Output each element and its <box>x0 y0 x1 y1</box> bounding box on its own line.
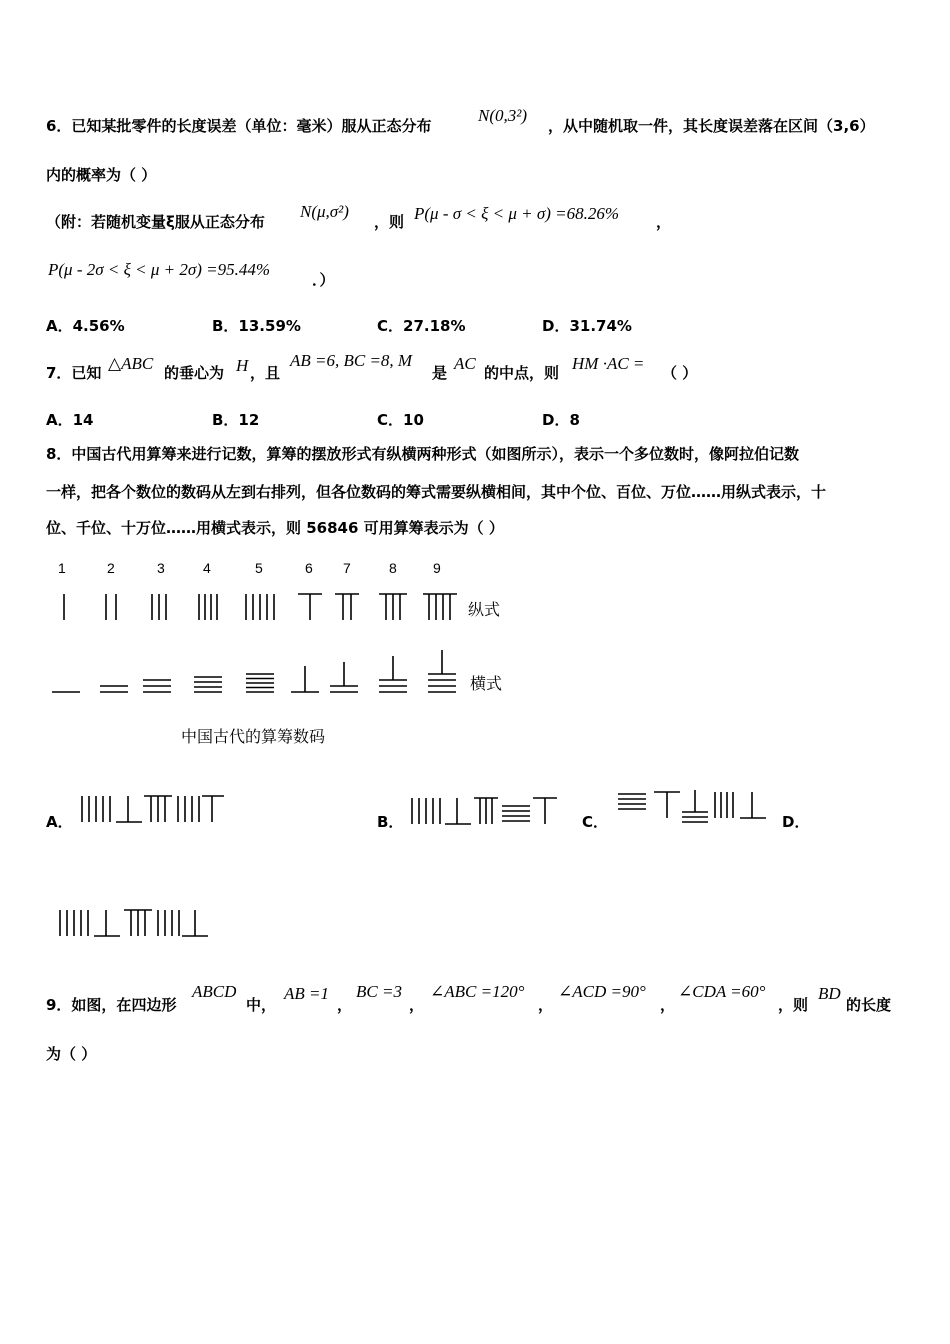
q6-note-part1: （附：若随机变量ξ服从正态分布 <box>46 213 265 231</box>
q9-bd-math: BD <box>818 984 841 1003</box>
q9-comma-4: ， <box>660 996 676 1014</box>
q9-ab-math: AB =1 <box>284 984 329 1003</box>
vertical-rod-8 <box>379 594 407 620</box>
q9-comma-3: ， <box>538 996 554 1014</box>
digit-label: 9 <box>433 560 441 576</box>
digit-label: 1 <box>58 560 66 576</box>
q7-option-c[interactable]: C．10 <box>377 411 424 429</box>
option-c-rod-figure <box>618 790 766 822</box>
q9-stem-part2: 中， <box>246 996 277 1014</box>
horizontal-rod-3 <box>143 680 171 692</box>
q8-stem-line3: 位、千位、十万位……用横式表示，则 56846 可用算筹表示为（ ） <box>46 519 504 537</box>
q7-stem-part6: （ ） <box>662 364 698 382</box>
vertical-rod-5 <box>246 594 274 620</box>
q8-option-b[interactable]: B． <box>377 813 404 831</box>
vertical-rod-9 <box>423 594 457 620</box>
q7-dot-product-math: HM ·AC = <box>572 354 645 373</box>
q7-stem-part3: ，且 <box>250 364 281 382</box>
q6-note-end: ．） <box>312 271 335 289</box>
digit-label: 6 <box>305 560 313 576</box>
q7-triangle-math: △ABC <box>108 354 154 373</box>
q7-option-b[interactable]: B．12 <box>212 411 260 429</box>
q7-lengths-math: AB =6, BC =8, M <box>290 351 413 370</box>
horizontal-rod-6 <box>291 666 319 692</box>
q6-note-math-1sigma: P(μ - σ < ξ < μ + σ) =68.26% <box>414 204 620 223</box>
vertical-rod-7 <box>335 594 359 620</box>
option-a-rod-figure <box>82 796 224 822</box>
q9-stem-part1: 9．如图，在四边形 <box>46 996 177 1014</box>
q6-note-comma: ， <box>656 213 672 231</box>
q8-option-d[interactable]: D． <box>782 813 810 831</box>
q6-option-d[interactable]: D．31.74% <box>542 317 632 335</box>
q9-bc-math: BC =3 <box>356 982 402 1001</box>
digit-label: 8 <box>389 560 397 576</box>
q9-quad-math: ABCD <box>192 982 237 1001</box>
digit-label: 5 <box>255 560 263 576</box>
horizontal-rod-8 <box>379 656 407 692</box>
figure-caption: 中国古代的算筹数码 <box>181 727 326 746</box>
q7-orthocenter-math: H <box>236 356 249 375</box>
q9-stem-line2: 为（ ） <box>46 1045 97 1063</box>
digit-label: 3 <box>157 560 165 576</box>
q6-stem-line2: 内的概率为（ ） <box>46 166 157 184</box>
q7-stem-part4: 是 <box>432 364 448 382</box>
digit-label: 4 <box>203 560 211 576</box>
q7-stem-part5: 的中点，则 <box>484 364 560 382</box>
q6-note-math-2sigma: P(μ - 2σ < ξ < μ + 2σ) =95.44% <box>48 260 271 279</box>
horizontal-rod-4 <box>194 677 222 692</box>
option-d-rod-figure <box>60 910 208 936</box>
q9-stem-part3: ，则 <box>778 996 809 1014</box>
q6-option-c[interactable]: C．27.18% <box>377 317 466 335</box>
q6-option-a[interactable]: A．4.56% <box>46 317 125 335</box>
q9-stem-part4: 的长度 <box>846 996 892 1014</box>
q8-stem-line1: 8．中国古代用算筹来进行记数，算筹的摆放形式有纵横两种形式（如图所示），表示一个多位数时，像阿拉伯记数 <box>46 445 799 463</box>
q6-note-part2: ，则 <box>374 213 405 231</box>
horizontal-form-label: 横式 <box>470 674 503 693</box>
q7-option-d[interactable]: D．8 <box>542 411 580 429</box>
q7-stem-part2: 的垂心为 <box>164 364 225 382</box>
q6-normal-dist-math: N(0,3²) <box>478 106 528 125</box>
q9-angle-abc-math: ∠ABC =120° <box>430 982 525 1001</box>
vertical-form-label: 纵式 <box>468 600 501 619</box>
q7-segment-math: AC <box>454 354 476 373</box>
vertical-rod-3 <box>152 594 166 620</box>
option-b-rod-figure <box>412 798 557 824</box>
horizontal-rod-5 <box>246 674 274 692</box>
q8-stem-line2: 一样，把各个数位的数码从左到右排列，但各位数码的筹式需要纵横相间，其中个位、百位、万位……用纵式表示，十 <box>46 483 827 501</box>
q6-stem-part1: 6．已知某批零件的长度误差（单位：毫米）服从正态分布 <box>46 117 432 135</box>
q6-note-math-dist: N(μ,σ²) <box>300 202 349 221</box>
digit-label: 7 <box>343 560 351 576</box>
vertical-rod-2 <box>106 594 116 620</box>
q7-option-a[interactable]: A．14 <box>46 411 94 429</box>
vertical-rod-6 <box>298 594 322 620</box>
vertical-rod-4 <box>199 594 217 620</box>
horizontal-rod-2 <box>100 686 128 692</box>
q9-comma-1: ， <box>337 996 353 1014</box>
q9-angle-cda-math: ∠CDA =60° <box>678 982 766 1001</box>
q7-stem-part1: 7．已知 <box>46 364 102 382</box>
horizontal-rod-9 <box>428 650 456 692</box>
q6-stem-part2: ，从中随机取一件，其长度误差落在区间（3,6） <box>548 117 875 135</box>
horizontal-rod-7 <box>330 662 358 692</box>
q6-option-b[interactable]: B．13.59% <box>212 317 301 335</box>
q9-comma-2: ， <box>409 996 425 1014</box>
q8-option-c[interactable]: C． <box>582 813 609 831</box>
digit-label: 2 <box>107 560 115 576</box>
q9-angle-acd-math: ∠ACD =90° <box>558 982 646 1001</box>
q8-option-a[interactable]: A． <box>46 813 73 831</box>
